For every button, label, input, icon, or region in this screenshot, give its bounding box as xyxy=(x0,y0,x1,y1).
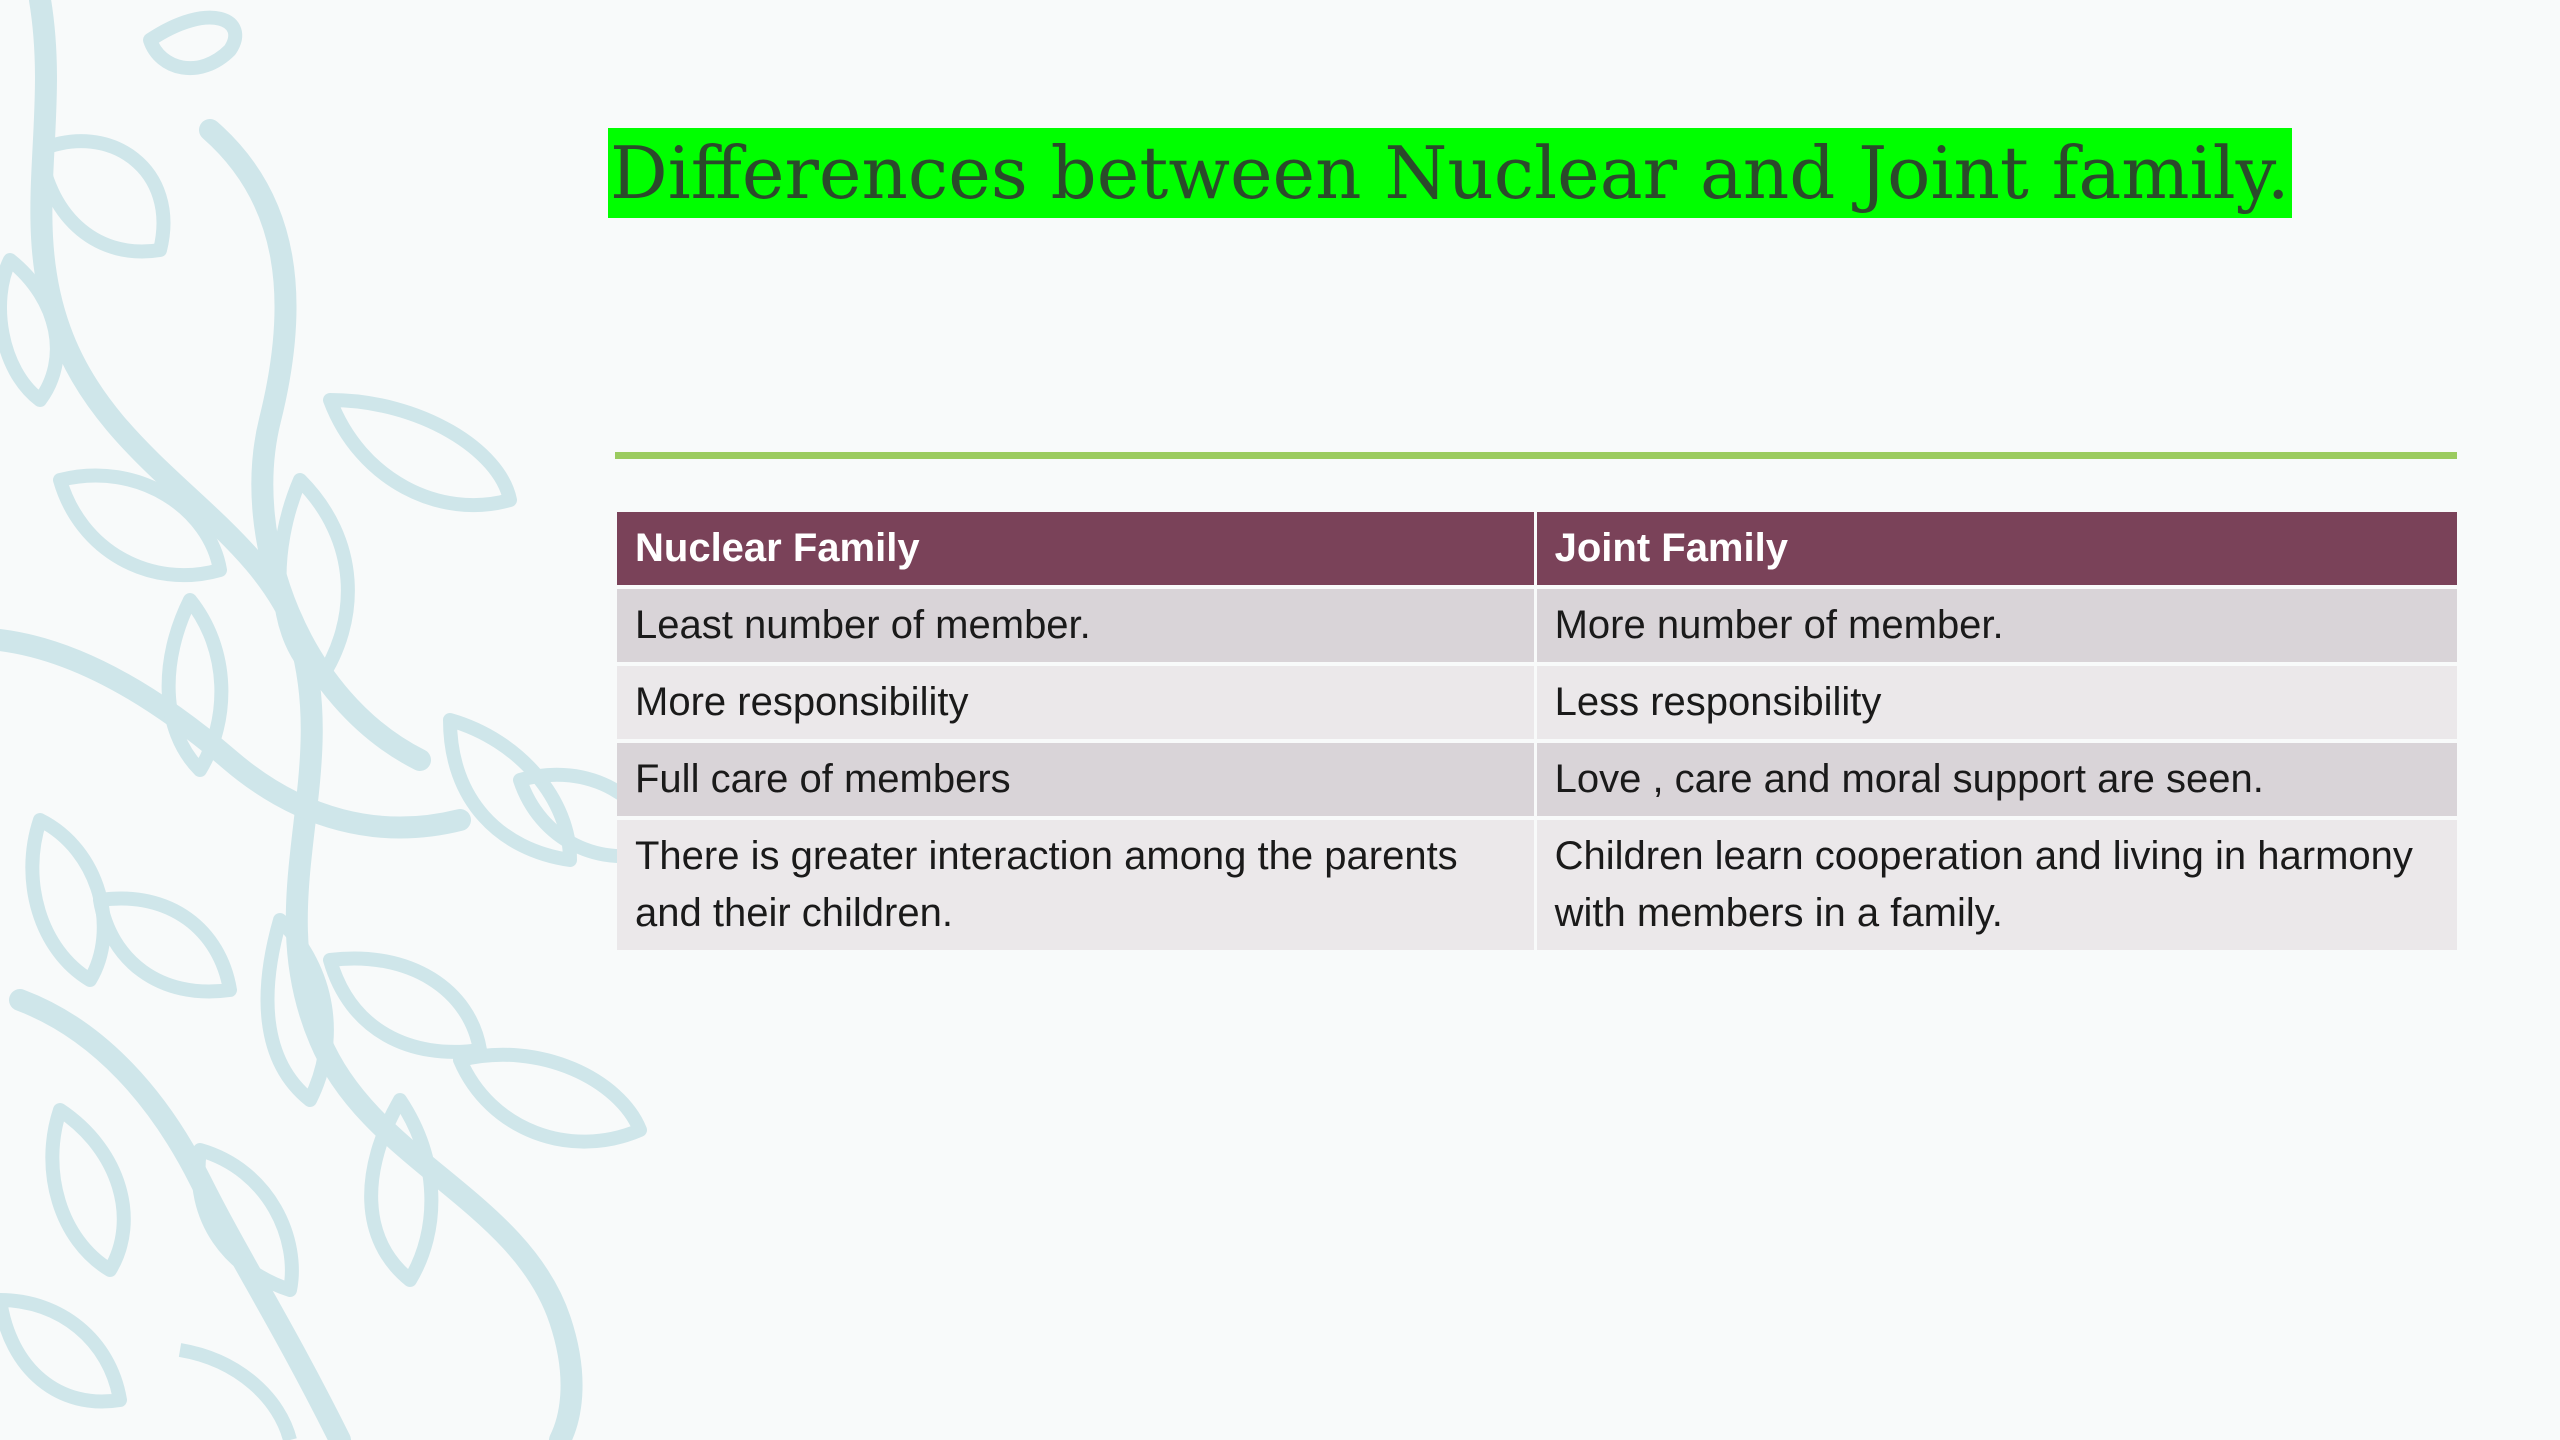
cell-nuclear: Full care of members xyxy=(617,741,1535,818)
table-row xyxy=(617,664,2457,741)
table-header-row xyxy=(617,512,2457,587)
slide-title: Differences between Nuclear and Joint family. xyxy=(608,128,2292,218)
title-container xyxy=(608,128,2292,218)
cell-nuclear: Least number of member. xyxy=(617,587,1535,664)
cell-joint: Less responsibility xyxy=(1535,664,2457,741)
table-row xyxy=(617,818,2457,950)
cell-joint: Love , care and moral support are seen. xyxy=(1535,741,2457,818)
cell-joint: Children learn cooperation and living in harmony with members in a family. xyxy=(1535,818,2457,950)
cell-nuclear: More responsibility xyxy=(617,664,1535,741)
table-row xyxy=(617,741,2457,818)
cell-joint: More number of member. xyxy=(1535,587,2457,664)
header-joint-family: Joint Family xyxy=(1535,512,2457,587)
comparison-table xyxy=(617,512,2457,950)
table-row xyxy=(617,587,2457,664)
title-divider xyxy=(615,452,2457,459)
header-nuclear-family: Nuclear Family xyxy=(617,512,1535,587)
cell-nuclear: There is greater interaction among the parents and their children. xyxy=(617,818,1535,950)
